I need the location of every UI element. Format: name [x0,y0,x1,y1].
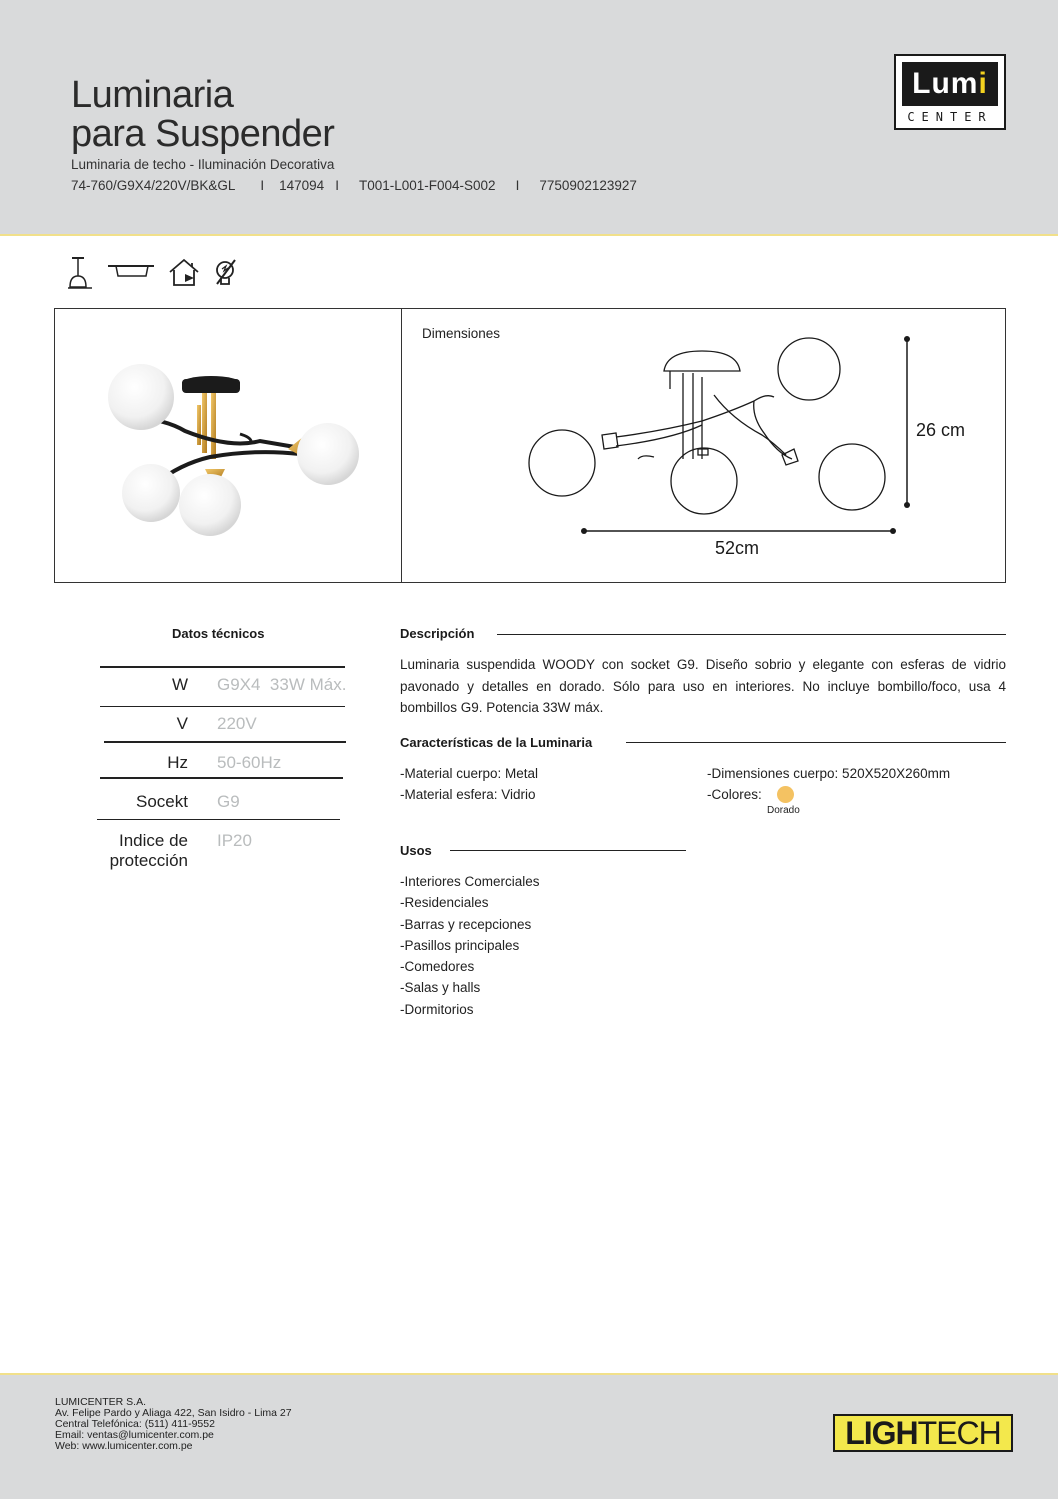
company-phone: Central Telefónica: (511) 411-9552 [55,1418,215,1430]
logo-text-sub: CENTER [907,110,993,124]
color-swatch-label: Dorado [767,805,800,816]
spec-divider [100,706,345,707]
use-item: -Pasillos principales [400,938,520,953]
page-subtitle: Luminaria de techo - Iluminación Decorativa [71,157,335,172]
company-web: Web: www.lumicenter.com.pe [55,1440,193,1452]
spec-label-socket: Socekt [136,792,188,811]
title-line-1: Luminaria [71,74,234,116]
company-name: LUMICENTER S.A. [55,1396,147,1408]
lumicenter-logo [894,54,1006,130]
uses-title: Usos [400,843,432,858]
use-item: -Interiores Comerciales [400,874,540,889]
spec-label-frequency: Hz [167,753,188,772]
dimensions-label: Dimensiones [422,326,501,341]
spec-label-protection: Indice de protección [109,831,188,870]
product-sku-code: 147094 [279,178,325,193]
spec-value-watts: G9X4 33W Máx. [217,675,347,694]
use-item: -Barras y recepciones [400,917,532,932]
dimension-drawing [402,309,1006,582]
uses-rule [450,850,686,851]
description-text: Luminaria suspendida WOODY con socket G9. Diseño sobrio y elegante con esferas de vidrio pavonado y detalles en dorado. Sólo para uso en interiores. No incluye bombillo/foco, usa 4 bombillos G9. Potencia 33W máx. [400,657,1006,715]
features-rule [626,742,1006,743]
product-codes [71,178,637,193]
footer [0,1373,1058,1499]
code-separator: I [260,178,265,193]
use-item: -Residenciales [400,895,489,910]
feature-icons [66,256,240,290]
lightech-logo [833,1414,1013,1452]
spec-divider [104,741,346,743]
spec-value-protection: IP20 [217,831,252,850]
use-item: -Salas y halls [400,980,481,995]
code-separator: I [515,178,520,193]
code-separator: I [335,178,339,193]
spec-value-frequency: 50-60Hz [217,753,282,772]
dimension-width: 52cm [715,538,760,558]
color-swatch-dorado [777,786,794,803]
tech-data-title: Datos técnicos [172,626,265,641]
description-rule [497,634,1006,635]
spec-divider [100,666,345,668]
spec-value-socket: G9 [217,792,240,811]
logo-text-main: Lum [912,67,979,100]
use-item: -Comedores [400,959,475,974]
pendant-icon [66,256,98,290]
dimension-height: 26 cm [916,420,966,440]
spec-divider [100,777,343,779]
ceiling-mount-icon [106,256,158,290]
spec-divider [97,819,340,820]
spec-value-voltage: 220V [217,714,257,733]
company-address: Av. Felipe Pardo y Aliaga 422, San Isidro - Lima 27 [55,1407,292,1419]
product-model-code: 74-760/G9X4/220V/BK&GL [71,178,236,193]
no-dimmable-icon [212,256,240,290]
indoor-house-icon [166,256,204,290]
company-email: Email: ventas@lumicenter.com.pe [55,1429,214,1441]
product-category-code: T001-L001-F004-S002 [358,178,496,193]
lightech-logo-right: TECH [917,1415,1001,1451]
product-box [54,308,1006,583]
logo-text-accent: i [978,67,988,100]
use-item: -Dormitorios [400,1002,474,1017]
page-title [71,76,334,154]
spec-label-voltage: V [176,714,188,733]
product-photo [55,309,401,582]
spec-label-watts: W [171,675,188,694]
feature-dimensions: -Dimensiones cuerpo: 520X520X260mm [707,766,951,781]
feature-material-body: -Material cuerpo: Metal [400,766,539,781]
description-title: Descripción [400,626,475,641]
lightech-logo-left: LIGH [845,1415,918,1451]
title-line-2: para Suspender [71,113,335,155]
company-info [55,1397,292,1452]
features-title: Características de la Luminaria [400,735,593,750]
product-barcode: 7750902123927 [539,178,637,193]
feature-material-sphere: -Material esfera: Vidrio [400,787,536,802]
header [0,0,1058,236]
feature-colors: -Colores: [707,787,762,802]
